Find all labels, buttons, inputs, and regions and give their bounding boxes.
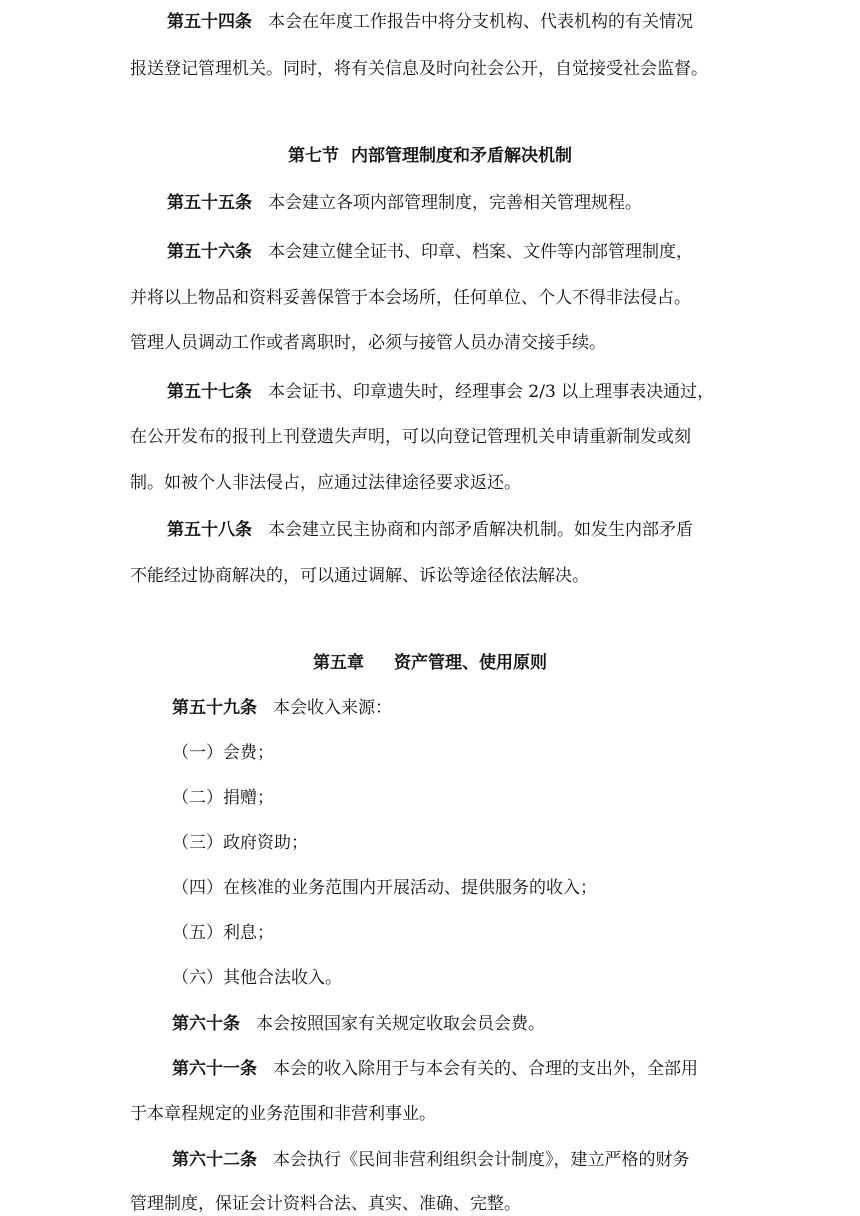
article-56 bbox=[0, 240, 860, 264]
list-item bbox=[0, 921, 860, 945]
list-item bbox=[0, 876, 860, 900]
income-item-2: （二）捐赠； bbox=[172, 788, 274, 808]
article-56-cont-2 bbox=[0, 331, 860, 355]
article-54-line-1: 本会在年度工作报告中将分支机构、代表机构的有关情况 bbox=[268, 12, 693, 32]
article-55-line-1: 本会建立各项内部管理制度，完善相关管理规程。 bbox=[268, 193, 642, 213]
article-56-line-3: 管理人员调动工作或者离职时，必须与接管人员办清交接手续。 bbox=[130, 333, 606, 353]
article-57 bbox=[0, 380, 860, 404]
article-60-line-1: 本会按照国家有关规定收取会员会费。 bbox=[256, 1014, 545, 1034]
income-item-1: （一）会费； bbox=[172, 743, 274, 763]
article-57-cont-1 bbox=[0, 425, 860, 449]
article-57-label: 第五十七条 bbox=[167, 382, 252, 402]
article-59-label: 第五十九条 bbox=[172, 698, 257, 718]
article-62-line-1: 本会执行《民间非营利组织会计制度》，建立严格的财务 bbox=[273, 1150, 690, 1170]
article-60-label: 第六十条 bbox=[172, 1014, 240, 1034]
list-item bbox=[0, 786, 860, 810]
list-item bbox=[0, 966, 860, 990]
article-61-line-1: 本会的收入除用于与本会有关的、合理的支出外，全部用 bbox=[273, 1059, 698, 1079]
article-55-label: 第五十五条 bbox=[167, 193, 252, 213]
list-item bbox=[0, 741, 860, 765]
income-item-4: （四）在核准的业务范围内开展活动、提供服务的收入； bbox=[172, 878, 597, 898]
article-58 bbox=[0, 518, 860, 542]
article-61-cont bbox=[0, 1102, 860, 1126]
article-57-line-1: 本会证书、印章遗失时，经理事会 2/3 以上理事表决通过， bbox=[268, 382, 715, 402]
article-58-line-2: 不能经过协商解决的，可以通过调解、诉讼等途径依法解决。 bbox=[130, 566, 589, 586]
article-58-label: 第五十八条 bbox=[167, 520, 252, 540]
article-56-label: 第五十六条 bbox=[167, 242, 252, 262]
article-62-line-2: 管理制度，保证会计资料合法、真实、准确、完整。 bbox=[130, 1194, 521, 1214]
article-58-cont bbox=[0, 564, 860, 588]
income-item-3: （三）政府资助； bbox=[172, 833, 308, 853]
section-title: 内部管理制度和矛盾解决机制 bbox=[351, 146, 572, 166]
chapter-number: 第五章 bbox=[313, 653, 364, 673]
article-61 bbox=[0, 1057, 860, 1081]
article-61-label: 第六十一条 bbox=[172, 1059, 257, 1079]
article-57-line-2: 在公开发布的报刊上刊登遗失声明，可以向登记管理机关申请重新制发或刻 bbox=[130, 427, 691, 447]
article-59-line-1: 本会收入来源： bbox=[273, 698, 392, 718]
section-number: 第七节 bbox=[288, 146, 339, 166]
article-62 bbox=[0, 1148, 860, 1172]
article-55 bbox=[0, 191, 860, 215]
chapter-heading bbox=[0, 651, 860, 675]
income-item-6: （六）其他合法收入。 bbox=[172, 968, 342, 988]
section-heading bbox=[0, 144, 860, 168]
article-54 bbox=[0, 10, 860, 34]
article-59 bbox=[0, 696, 860, 720]
article-58-line-1: 本会建立民主协商和内部矛盾解决机制。如发生内部矛盾 bbox=[268, 520, 693, 540]
chapter-title: 资产管理、使用原则 bbox=[394, 653, 547, 673]
article-62-cont bbox=[0, 1192, 860, 1216]
income-item-5: （五）利息； bbox=[172, 923, 274, 943]
article-57-line-3: 制。如被个人非法侵占，应通过法律途径要求返还。 bbox=[130, 473, 521, 493]
article-54-line-2: 报送登记管理机关。同时，将有关信息及时向社会公开，自觉接受社会监督。 bbox=[130, 59, 708, 79]
article-54-cont bbox=[0, 57, 860, 81]
article-62-label: 第六十二条 bbox=[172, 1150, 257, 1170]
article-56-cont-1 bbox=[0, 286, 860, 310]
article-56-line-1: 本会建立健全证书、印章、档案、文件等内部管理制度， bbox=[268, 242, 693, 262]
article-61-line-2: 于本章程规定的业务范围和非营利事业。 bbox=[130, 1104, 436, 1124]
article-56-line-2: 并将以上物品和资料妥善保管于本会场所，任何单位、个人不得非法侵占。 bbox=[130, 288, 691, 308]
list-item bbox=[0, 831, 860, 855]
article-54-label: 第五十四条 bbox=[167, 12, 252, 32]
article-60 bbox=[0, 1012, 860, 1036]
article-57-cont-2 bbox=[0, 471, 860, 495]
